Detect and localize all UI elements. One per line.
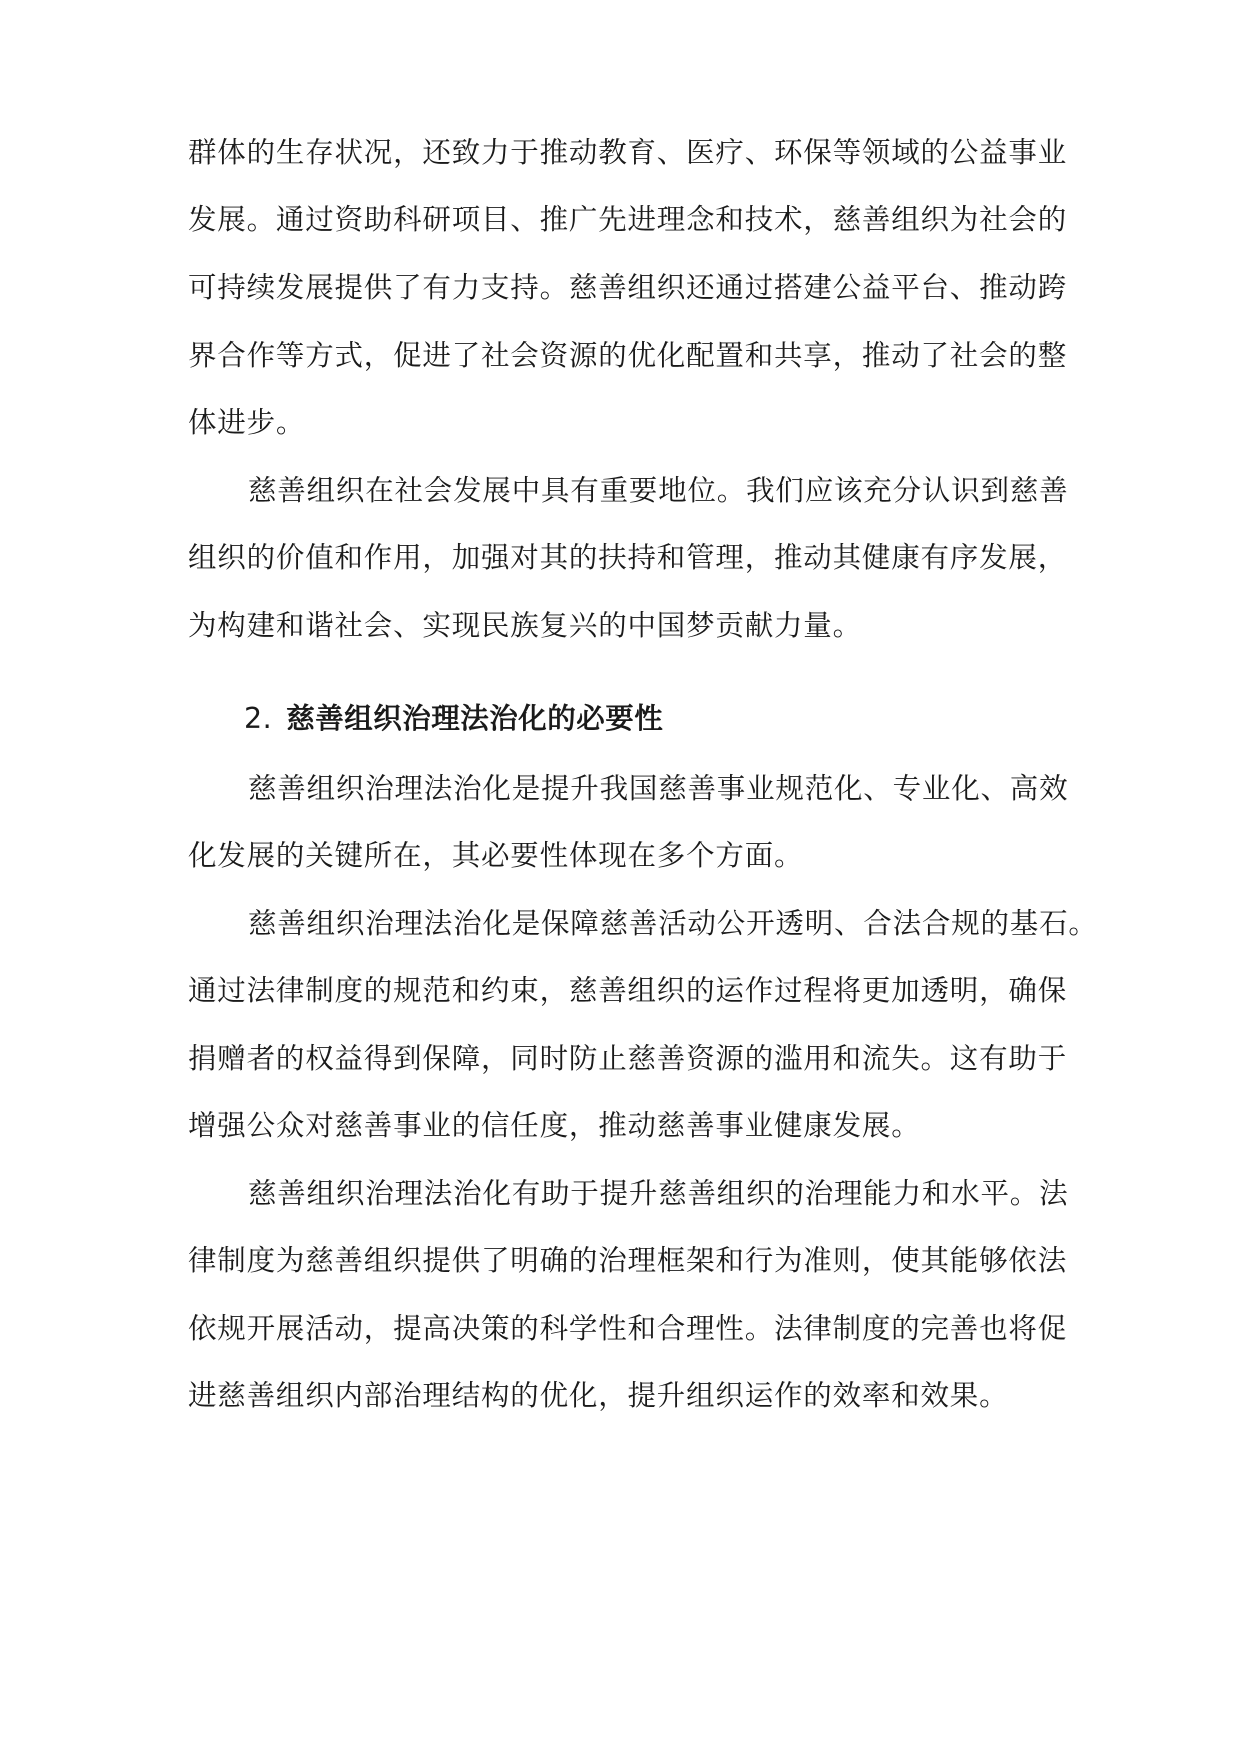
paragraph-line: 体进步。: [188, 406, 306, 439]
paragraph-line: 捐赠者的权益得到保障，同时防止慈善资源的滥用和流失。这有助于: [188, 1042, 1068, 1075]
paragraph-line: 组织的价值和作用，加强对其的扶持和管理，推动其健康有序发展，: [188, 541, 1068, 574]
section-title: 慈善组织治理法治化的必要性: [286, 702, 664, 735]
paragraph-line: 可持续发展提供了有力支持。慈善组织还通过搭建公益平台、推动跨: [188, 271, 1068, 304]
section-heading: [244, 699, 1044, 739]
paragraph-line: 群体的生存状况，还致力于推动教育、医疗、环保等领域的公益事业: [188, 136, 1068, 169]
paragraph-line: 增强公众对慈善事业的信任度，推动慈善事业健康发展。: [188, 1109, 921, 1142]
paragraph-line: 慈善组织治理法治化是提升我国慈善事业规范化、专业化、高效: [248, 772, 1069, 805]
paragraph-line: 依规开展活动，提高决策的科学性和合理性。法律制度的完善也将促: [188, 1312, 1068, 1345]
section-number: 2.: [244, 702, 273, 735]
paragraph-line: 通过法律制度的规范和约束，慈善组织的运作过程将更加透明，确保: [188, 974, 1068, 1007]
paragraph-line: 进慈善组织内部治理结构的优化，提升组织运作的效率和效果。: [188, 1379, 1009, 1412]
paragraph-line: 慈善组织治理法治化是保障慈善活动公开透明、合法合规的基石。: [248, 907, 1098, 940]
paragraph-line: 慈善组织治理法治化有助于提升慈善组织的治理能力和水平。法: [248, 1177, 1069, 1210]
paragraph-line: 化发展的关键所在，其必要性体现在多个方面。: [188, 839, 804, 872]
paragraph-line: 律制度为慈善组织提供了明确的治理框架和行为准则，使其能够依法: [188, 1244, 1068, 1277]
paragraph-line: 发展。通过资助科研项目、推广先进理念和技术，慈善组织为社会的: [188, 203, 1068, 236]
paragraph-line: 慈善组织在社会发展中具有重要地位。我们应该充分认识到慈善: [248, 474, 1069, 507]
paragraph-line: 为构建和谐社会、实现民族复兴的中国梦贡献力量。: [188, 609, 862, 642]
paragraph-line: 界合作等方式，促进了社会资源的优化配置和共享，推动了社会的整: [188, 339, 1068, 372]
